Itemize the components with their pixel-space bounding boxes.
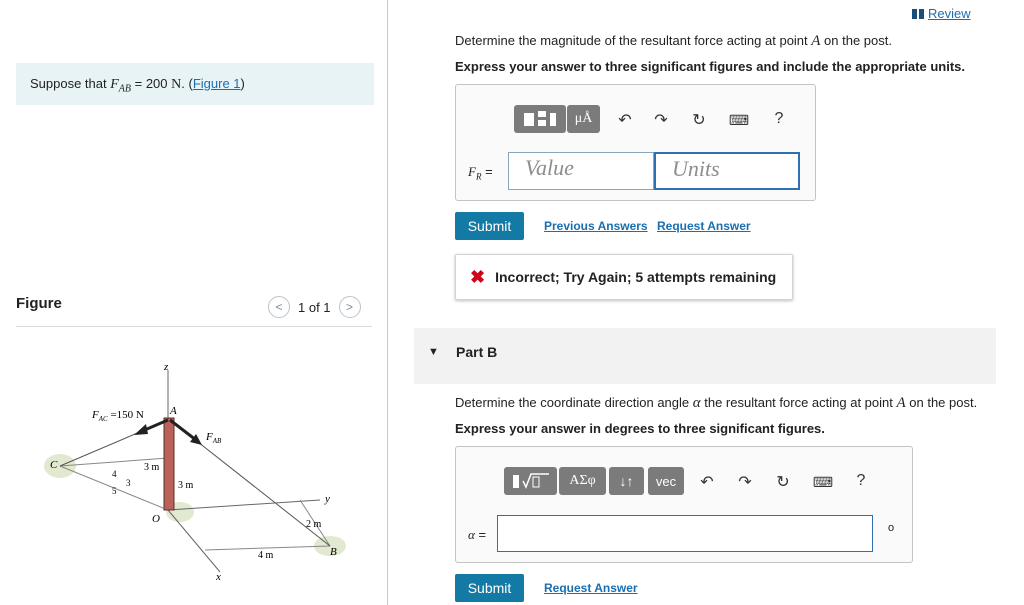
part-b-question-text: Determine the coordinate direction angle (455, 395, 693, 410)
y-axis (168, 500, 320, 510)
force-ac-arrowhead (134, 424, 148, 435)
part-b-answer-box (455, 446, 913, 563)
units-input[interactable]: Units (654, 152, 800, 190)
label-3m-right: 3 m (178, 480, 194, 491)
keyboard-icon[interactable]: ⌨ (728, 111, 750, 128)
figure-pager (268, 296, 361, 318)
previous-answers-link[interactable]: Previous Answers (544, 219, 648, 233)
label-4: 4 (112, 469, 117, 479)
figure-diagram (30, 350, 360, 590)
label-x: x (216, 571, 221, 583)
figure-link[interactable]: Figure 1 (192, 76, 241, 91)
reset-icon-b[interactable]: ↻ (776, 474, 790, 491)
sqrt-template-icon (511, 471, 551, 491)
feedback-text: Incorrect; Try Again; 5 attempts remaining (495, 269, 777, 285)
part-a-submit-button[interactable]: Submit (455, 212, 524, 240)
help-icon-b[interactable]: ? (856, 472, 866, 489)
label-c: C (50, 459, 58, 471)
alpha-label: α = (468, 527, 487, 542)
subscript-superscript-button[interactable]: ↓↑ (609, 467, 644, 495)
part-a-question-end: on the post. (820, 33, 892, 48)
point-a-symbol: A (811, 33, 821, 49)
vector-button[interactable]: vec (648, 467, 684, 495)
incorrect-icon: ✖ (470, 266, 486, 287)
templates-button[interactable] (514, 105, 566, 133)
part-a-question (455, 33, 892, 50)
redo-icon[interactable]: ↷ (654, 112, 668, 129)
prompt-eq: = 200 (131, 76, 172, 91)
value-input[interactable]: Value (508, 152, 654, 190)
part-a-question-text: Determine the magnitude of the resultant force acting at point (455, 33, 812, 48)
review-icon (912, 9, 924, 19)
prompt-unit: N (171, 77, 182, 92)
force-symbol: F (110, 77, 119, 92)
prev-figure-button[interactable]: < (268, 296, 290, 318)
greek-letters-button[interactable]: ΑΣφ (559, 467, 606, 495)
label-4m: 4 m (258, 550, 274, 561)
force-subscript: AB (118, 83, 132, 95)
figure-divider (16, 326, 372, 327)
part-a-instruction: Express your answer to three significant figures and include the appropriate units. (455, 59, 965, 74)
label-3: 3 (126, 478, 131, 488)
undo-icon[interactable]: ↶ (618, 112, 632, 129)
part-b-question-mid: the resultant force acting at point (700, 395, 897, 410)
prompt-punct: . ( (181, 76, 193, 91)
units-symbol-button[interactable]: μÅ (567, 105, 600, 133)
part-b-question (455, 395, 977, 412)
part-b-question-end: on the post. (905, 395, 978, 410)
review-label: Review (928, 6, 971, 21)
template-icon (522, 109, 558, 129)
label-5: 5 (112, 486, 117, 496)
label-3m-top: 3 m (144, 462, 160, 473)
label-b: B (330, 546, 337, 558)
prompt-text: Suppose that (30, 76, 111, 91)
collapse-arrow-icon[interactable]: ▼ (428, 346, 439, 358)
problem-statement (16, 63, 374, 105)
prompt-close: ) (240, 76, 245, 91)
feedback-message (455, 254, 793, 300)
part-b-title: Part B (456, 344, 498, 360)
keyboard-icon-b[interactable]: ⌨ (812, 473, 834, 490)
alpha-input[interactable] (497, 515, 873, 552)
part-b-instruction: Express your answer in degrees to three significant figures. (455, 421, 825, 436)
degree-symbol: o (888, 522, 895, 534)
next-figure-button[interactable]: > (339, 296, 361, 318)
review-link[interactable] (912, 6, 971, 21)
part-a-request-answer-link[interactable]: Request Answer (657, 219, 751, 233)
label-a: A (170, 405, 177, 417)
redo-icon-b[interactable]: ↷ (738, 474, 752, 491)
part-b-submit-button[interactable]: Submit (455, 574, 524, 602)
part-b-request-answer-link[interactable]: Request Answer (544, 581, 638, 595)
figure-heading: Figure (16, 295, 62, 312)
reset-icon[interactable]: ↻ (692, 112, 706, 129)
part-b-header[interactable] (414, 328, 996, 384)
help-icon[interactable]: ? (774, 110, 784, 127)
label-fac: $F_{AC} =150$ N (92, 409, 144, 423)
figure-page-indicator: 1 of 1 (298, 299, 331, 315)
label-z: z (164, 361, 169, 373)
label-fab: $F_{AB}$ (206, 431, 222, 445)
label-2m: 2 m (306, 519, 322, 530)
post (164, 418, 174, 510)
point-a-symbol-b: A (896, 395, 906, 411)
label-o: O (152, 513, 160, 525)
left-pane (0, 0, 388, 605)
undo-icon-b[interactable]: ↶ (700, 474, 714, 491)
fr-label: $F_R$ = (468, 164, 493, 182)
alpha-symbol: α (692, 395, 701, 411)
label-y: y (325, 493, 330, 505)
part-a-answer-box (455, 84, 816, 201)
x-axis (168, 510, 220, 572)
templates-button-b[interactable] (504, 467, 557, 495)
